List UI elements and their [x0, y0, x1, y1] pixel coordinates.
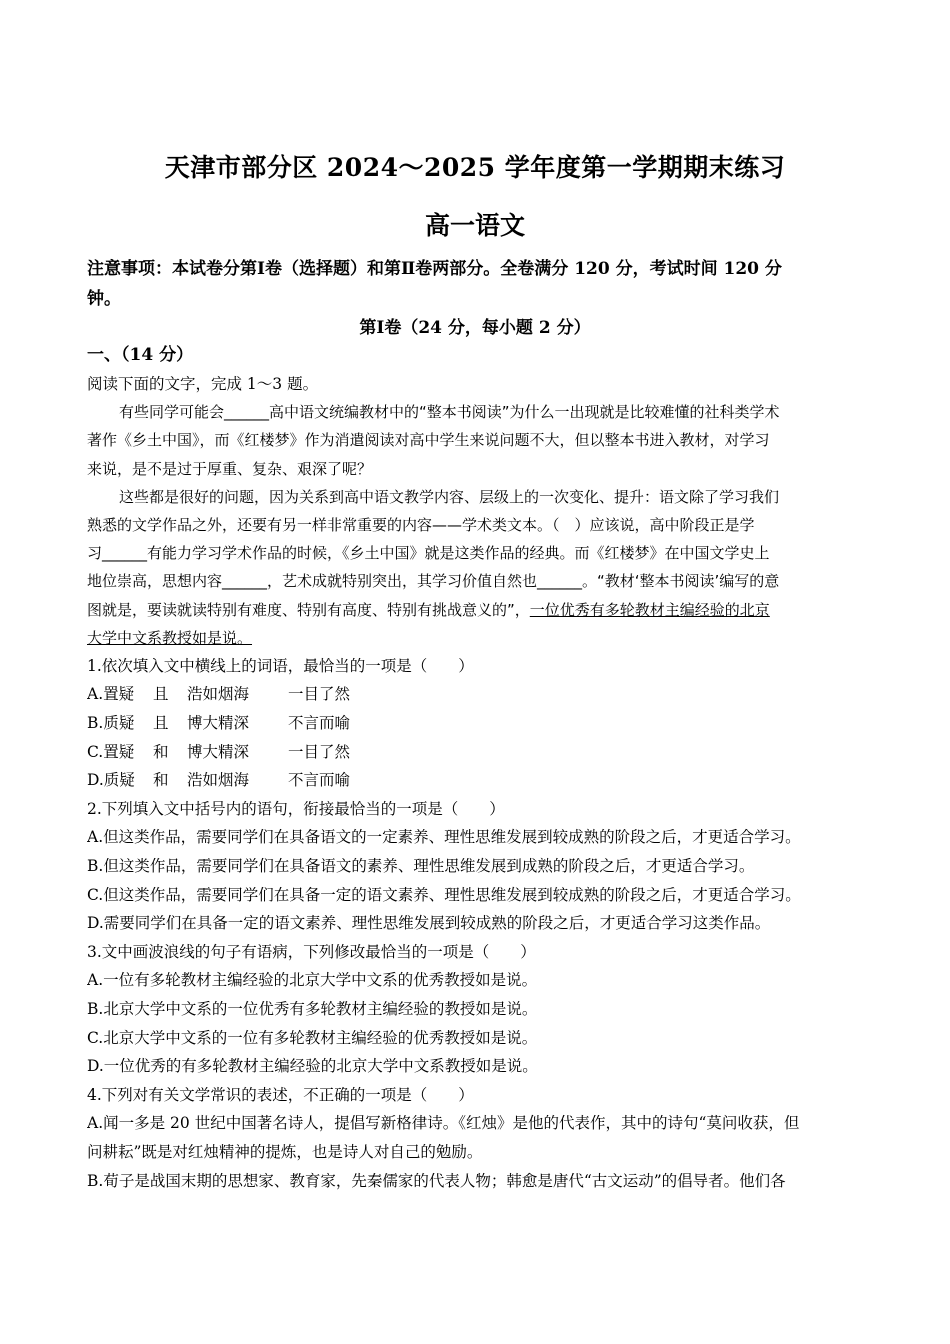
passage-line: 习______有能力学习学术作品的时候，《乡土中国》就是这类作品的经典。而《红楼梦》在中国文学史上: [87, 544, 770, 563]
question-4: [87, 1081, 865, 1195]
answer-option: A.一位有多轮教材主编经验的北京大学中文系的优秀教授如是说。: [87, 971, 538, 990]
answer-option: C.北京大学中文系的一位有多轮教材主编经验的优秀教授如是说。: [87, 1028, 538, 1047]
question-2: [87, 795, 865, 938]
question-stem: 3.文中画波浪线的句子有语病，下列修改最恰当的一项是（ ）: [87, 942, 536, 961]
question-1: [87, 652, 865, 795]
answer-option-continued: 问耕耘”既是对红烛精神的提炼，也是诗人对自己的勉励。: [87, 1142, 483, 1161]
exam-title: 天津市部分区 2024～2025 学年度第一学期期末练习: [164, 153, 786, 182]
answer-option: A.但这类作品，需要同学们在具备语文的一定素养、理性思维发展到较成熟的阶段之后，才更适合学习。: [87, 828, 801, 847]
question-stem: 2.下列填入文中括号内的语句，衔接最恰当的一项是（ ）: [87, 799, 505, 818]
wavy-underlined-sentence-end: 大学中文系教授如是说。: [87, 628, 253, 647]
passage-line: 著作《乡土中国》，而《红楼梦》作为消遣阅读对高中学生来说问题不大，但以整本书进入教材，对学习: [87, 431, 770, 450]
passage-line: 有些同学可能会______高中语文统编教材中的“整本书阅读”为什么一出现就是比较难懂的社科类学术: [119, 403, 780, 422]
answer-option: D.需要同学们在具备一定的语文素养、理性思维发展到较成熟的阶段之后，才更适合学习这类作品。: [87, 914, 771, 933]
answer-option: B.质疑 且 博大精深 不言而喻: [87, 714, 351, 733]
exam-content: [87, 341, 865, 1195]
passage-line: 熟悉的文学作品之外，还要有另一样非常重要的内容——学术类文本。（ ）应该说，高中阶段正是学: [87, 515, 755, 534]
question-3: [87, 938, 865, 1081]
notice-line-2: 钟。: [87, 289, 121, 309]
passage-line: [87, 596, 865, 624]
volume-heading: 第Ⅰ卷（24 分，每小题 2 分）: [359, 318, 591, 338]
passage-line: 来说，是不是过于厚重、复杂、艰深了呢？: [87, 459, 373, 478]
answer-option: D.一位优秀的有多轮教材主编经验的北京大学中文系教授如是说。: [87, 1057, 538, 1076]
passage-line: 这些都是很好的问题，因为关系到高中语文教学内容、层级上的一次变化、提升：语文除了学习我们: [119, 487, 780, 506]
passage-text: 图就是，要读就读特别有难度、特别有高度、特别有挑战意义的”，: [87, 600, 530, 619]
notice-line-1: 注意事项：本试卷分第Ⅰ卷（选择题）和第Ⅱ卷两部分。全卷满分 120 分，考试时间 120 分: [87, 259, 782, 279]
answer-option: C.但这类作品，需要同学们在具备一定的语文素养、理性思维发展到较成熟的阶段之后，才更适合学习。: [87, 885, 801, 904]
answer-option: A.置疑 且 浩如烟海 一目了然: [87, 685, 351, 704]
answer-option: B.荀子是战国末期的思想家、教育家，先秦儒家的代表人物；韩愈是唐代“古文运动”的倡导者。他们各: [87, 1171, 786, 1190]
answer-option: B.北京大学中文系的一位优秀有多轮教材主编经验的教授如是说。: [87, 1000, 538, 1018]
passage-line: [87, 624, 865, 652]
section-instruction: 阅读下面的文字，完成 1～3 题。: [87, 374, 319, 393]
wavy-underlined-sentence: 一位优秀有多轮教材主编经验的北京: [529, 600, 770, 619]
passage-line: 地位崇高，思想内容______，艺术成就特别突出，其学习价值自然也______。“教材‘整本书阅读’编写的意: [87, 572, 780, 591]
answer-option: D.质疑 和 浩如烟海 不言而喻: [87, 771, 351, 790]
answer-option: B.但这类作品，需要同学们在具备语文的素养、理性思维发展到成熟的阶段之后，才更适合学习。: [87, 857, 755, 876]
question-stem: 1.依次填入文中横线上的词语，最恰当的一项是（ ）: [87, 656, 474, 675]
exam-subject: 高一语文: [424, 211, 525, 240]
section-heading: 一、（14 分）: [87, 345, 194, 365]
answer-option: A.闻一多是 20 世纪中国著名诗人，提倡写新格律诗。《红烛》是他的代表作，其中的诗句“莫问收获，但: [87, 1114, 800, 1133]
answer-option: C.置疑 和 博大精深 一目了然: [87, 742, 351, 761]
reading-passage: [87, 398, 865, 652]
question-stem: 4.下列对有关文学常识的表述，不正确的一项是（ ）: [87, 1085, 474, 1104]
exam-notice: [87, 254, 865, 314]
